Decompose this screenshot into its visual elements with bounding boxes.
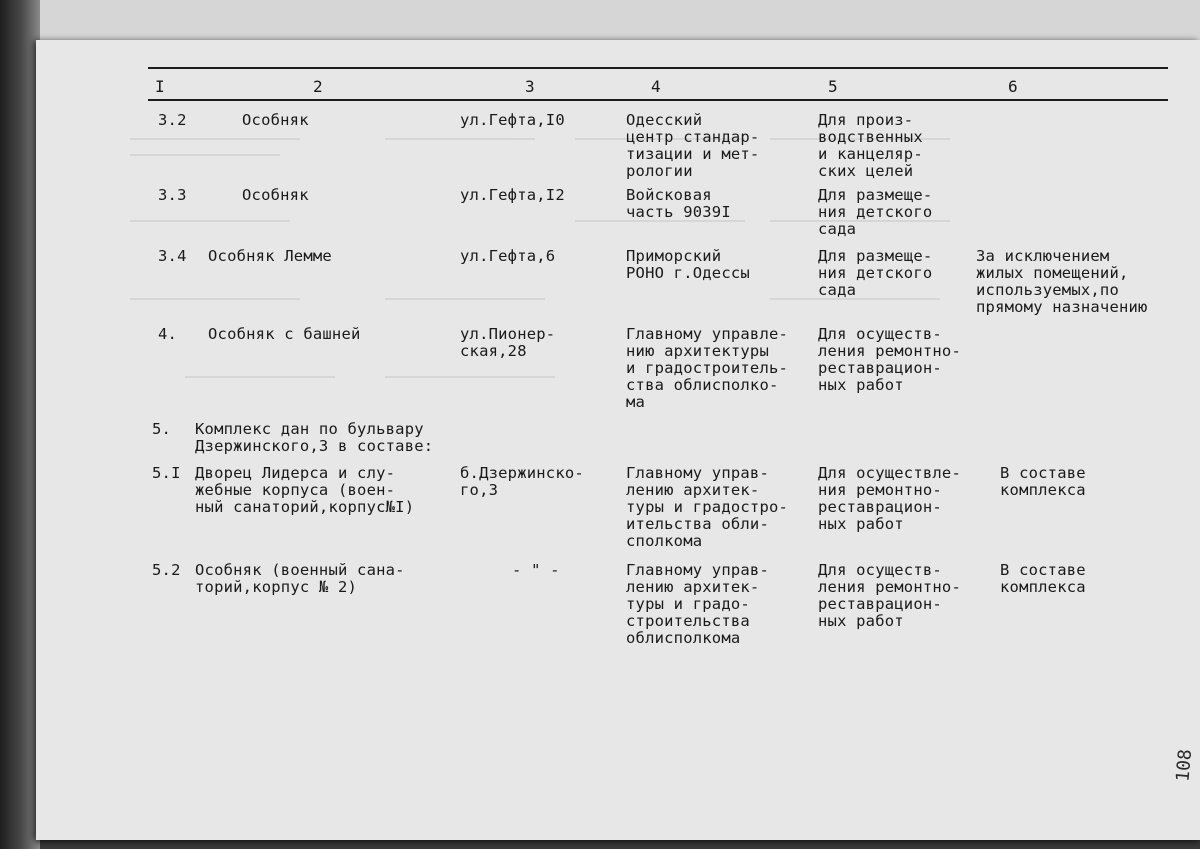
assigned-to: Главному управле- нию архитектуры и градостроитель- ства облисполко- ма <box>626 325 789 411</box>
object-address: б.Дзержинско- го,3 <box>460 464 584 499</box>
assigned-to: Приморский РОНО г.Одессы <box>626 247 750 282</box>
object-name: Особняк Лемме <box>208 247 332 265</box>
object-address: ул.Гефта,6 <box>460 247 556 265</box>
row-number: 5. <box>152 420 172 438</box>
note: В составе комплекса <box>1000 561 1086 596</box>
object-name: Особняк <box>242 186 309 204</box>
object-address: ул.Пионер- ская,28 <box>460 325 556 360</box>
object-address: ул.Гефта,I2 <box>460 186 565 204</box>
row-number: 5.I <box>152 464 181 482</box>
header-col-5: 5 <box>828 77 838 96</box>
object-name: Особняк (военный сана- торий,корпус № 2) <box>195 561 405 596</box>
row-number: 3.2 <box>158 111 187 129</box>
purpose: Для размеще- ния детского сада <box>818 247 933 299</box>
header-col-2: 2 <box>313 77 323 96</box>
table-header-rule <box>148 99 1168 101</box>
row-number: 4. <box>158 325 178 343</box>
binder-shadow <box>0 0 40 849</box>
header-col-4: 4 <box>651 77 661 96</box>
purpose: Для осуществ- ления ремонтно- реставрацион- ных работ <box>818 325 961 394</box>
object-name: Комплекс дан по бульвару Дзержинского,3 в составе: <box>195 420 434 455</box>
assigned-to: Главному управ- лению архитек- туры и градо- строительства облисполкома <box>626 561 769 647</box>
purpose: Для произ- водственных и канцеляр- ских целей <box>818 111 923 180</box>
header-col-3: 3 <box>525 77 535 96</box>
object-name: Особняк с башней <box>208 325 361 343</box>
purpose: Для размеще- ния детского сада <box>818 186 933 238</box>
row-number: 3.4 <box>158 247 187 265</box>
object-address: ул.Гефта,I0 <box>460 111 565 129</box>
purpose: Для осуществ- ления ремонтно- реставрацион- ных работ <box>818 561 961 630</box>
assigned-to: Одесский центр стандар- тизации и мет- рологии <box>626 111 760 180</box>
table-top-rule <box>148 67 1168 69</box>
object-address: - " - <box>512 561 560 579</box>
purpose: Для осуществле- ния ремонтно- реставрацион- ных работ <box>818 464 961 533</box>
object-name: Дворец Лидерса и слу- жебные корпуса (воен- ный санаторий,корпус№I) <box>195 464 415 516</box>
row-number: 3.3 <box>158 186 187 204</box>
note: В составе комплекса <box>1000 464 1086 499</box>
header-col-1: I <box>155 77 165 96</box>
assigned-to: Войсковая часть 9039I <box>626 186 731 221</box>
row-number: 5.2 <box>152 561 181 579</box>
page-number: 108 <box>1172 748 1197 783</box>
assigned-to: Главному управ- лению архитек- туры и градостро- ительства обли- сполкома <box>626 464 789 550</box>
note: За исключением жилых помещений, используемых,по прямому назначению <box>976 247 1148 316</box>
object-name: Особняк <box>242 111 309 129</box>
header-col-6: 6 <box>1008 77 1018 96</box>
